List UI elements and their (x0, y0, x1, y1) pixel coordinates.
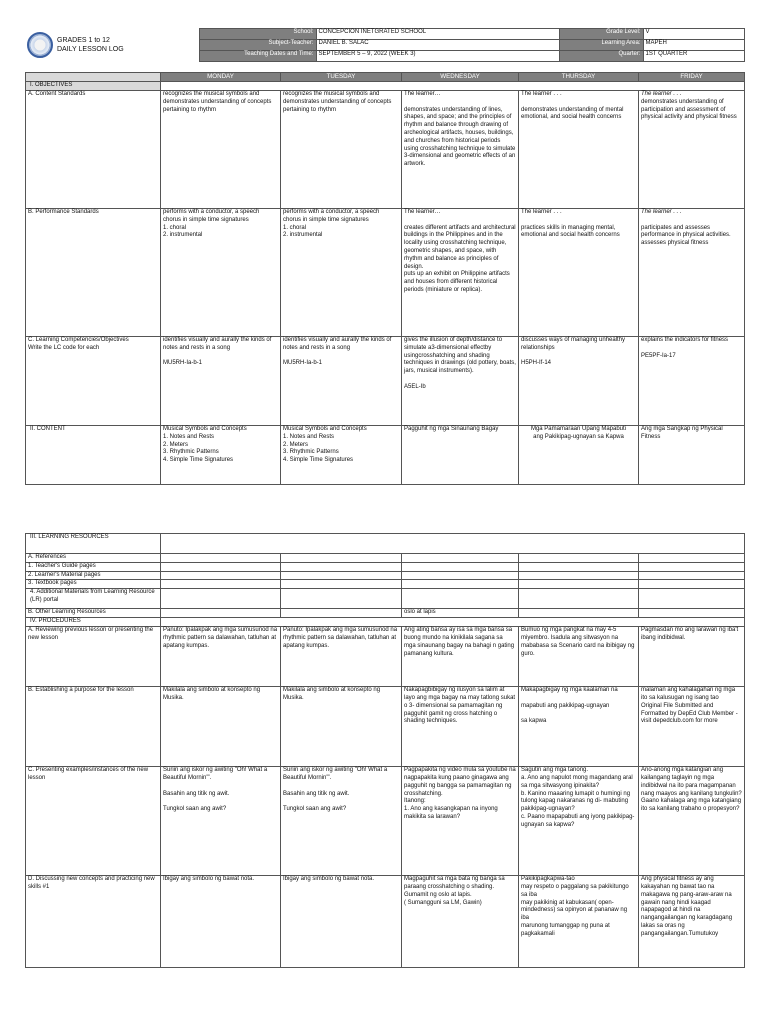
resources-block (25, 533, 744, 968)
cell-friday (639, 571, 745, 580)
cell-tuesday: Musical Symbols and Concepts 1. Notes and Rests 2. Meters 3. Rhythmic Patterns 4. Simple Time Signatures (281, 426, 402, 485)
cell-monday (161, 589, 281, 609)
cell-wednesday: Pagpapakita ng video mula sa youtube na nagpapakita kung paano ginagawa ang pagguhit ng bangga sa pamamagitan ng crosshatching. Itanong: 1. Ano ang kasangkapan na inyong makikita sa larawan? (402, 767, 519, 876)
cell-friday: malaman ang kahalagahan ng mga ito sa kalusugan ng isang tao Original File Submitted and Formatted by DepEd Club Member - visit depedclub.com for more (639, 687, 745, 767)
cell-tuesday: Suriin ang iskor ng awiting "Oh! What a Beautiful Mornin'". Basahin ang titik ng awit. Tungkol saan ang awit? (281, 767, 402, 876)
cell-thursday: Bumuo ng mga pangkat na may 4-5 miyembro. Isadula ang sitwasyon na mababasa sa Scenario card na ibibigay ng guro. (519, 627, 639, 687)
days-corner-cell (26, 73, 161, 82)
cell-tuesday: Makilala ang simbolo at konsepto ng Musika. (281, 687, 402, 767)
grade-level-value: V (643, 29, 744, 40)
cell-thursday (519, 589, 639, 609)
cell-monday (161, 609, 281, 618)
cell-tuesday (281, 562, 402, 571)
deped-seal-icon (27, 32, 53, 58)
cell-thursday (519, 571, 639, 580)
day-header-monday: MONDAY (161, 73, 281, 82)
cell-wednesday: Nakapagbibigay ng ilusyon sa lalim at layo ang mga bagay na may tatlong sukat o 3- dimensional sa pamamagitan ng pagguhit gamit ng cross hatching o shading techniques. (402, 687, 519, 767)
cell-monday: recognizes the musical symbols and demonstrates understanding of concepts pertaining to rhythm (161, 91, 281, 209)
cell-thursday: Sagutin ang mga tanong. a. Ano ang napulot mong magandang aral sa mga sitwasyong ipinakita? b. Kanino maaaring lumapit o humingi ng tulong kapag nakaranas ng di- mabuting pakikipag-ugnayan? c. Paano mapapabuti ang iyong pakikipag-ugnayan sa kapwa? (519, 767, 639, 876)
cell-wednesday: gives the illusion of depth/distance to simulate a3-dimensional effectby usingcrosshatching and shading techniques in drawings (old pottery, boats, jars, musical instruments). A5EL-Ib (402, 337, 519, 426)
row-label: B. Establishing a purpose for the lesson (26, 687, 161, 767)
cell-friday: Pagmasdan mo ang larawan ng iba't ibang indibidwal. (639, 627, 745, 687)
cell-friday: The learner . . . demonstrates understanding of participation and assessment of physical activity and physical fitness (639, 91, 745, 209)
teaching-dates-label: Teaching Dates and Time: (199, 51, 316, 62)
cell-monday (161, 571, 281, 580)
day-header-friday: FRIDAY (639, 73, 745, 82)
cell-tuesday (281, 589, 402, 609)
resource-row (26, 609, 745, 618)
resource-row (26, 562, 745, 571)
row-label: D. Discussing new concepts and practicing new skills #1 (26, 876, 161, 968)
objectives-block (25, 72, 744, 485)
learning-area-label: Learning Area: (559, 40, 643, 51)
cell-tuesday: identifies visually and aurally the kinds of notes and rests in a song MU5RH-Ia-b-1 (281, 337, 402, 426)
learning-resources-heading: III. LEARNING RESOURCES (26, 534, 161, 554)
cell-wednesday (402, 571, 519, 580)
cell-monday: Makilala ang simbolo at konsepto ng Musika. (161, 687, 281, 767)
cell-thursday: discusses ways of managing unhealthy relationships H5PH-If-14 (519, 337, 639, 426)
cell-friday (639, 580, 745, 589)
quarter-value: 1ST QUARTER (643, 51, 744, 62)
row-label: 3. Textbook pages (26, 580, 161, 589)
quarter-label: Quarter: (559, 51, 643, 62)
resource-row (26, 554, 745, 563)
row-label: B. Performance Standards (26, 209, 161, 337)
cell-wednesday: The learner… creates different artifacts and architectural buildings in the Philippines and in the locality using crosshatching technique, geometric shapes, and space, with rhythm and balance as principles of design. puts up an exhibit on Philippine artifacts and houses from different historical periods (miniature or replica). (402, 209, 519, 337)
cell-monday: performs with a conductor, a speech chorus in simple time signatures 1. choral 2. instrumental (161, 209, 281, 337)
procedure-row-purpose (26, 687, 745, 767)
cell-thursday (519, 609, 639, 618)
doc-title-line2: DAILY LESSON LOG (57, 46, 124, 53)
cell-thursday: Mga Pamamaraan Upang Mapabuti ang Pakikipag-ugnayan sa Kapwa (519, 426, 639, 485)
objectives-table (25, 72, 745, 485)
procedures-heading: IV. PROCEDURES (26, 618, 161, 627)
cell-monday: Ibigay ang simbolo ng bawat nota. (161, 876, 281, 968)
doc-title-line1: GRADES 1 to 12 (57, 36, 110, 44)
cell-thursday: The learner . . . practices skills in managing mental, emotional and social health concerns (519, 209, 639, 337)
learning-area-value: MAPEH (643, 40, 744, 51)
cell-monday (161, 554, 281, 563)
row-label: A. Reviewing previous lesson or presenting the new lesson (26, 627, 161, 687)
cell-friday: Ano-anong mga katangian ang kailangang taglayin ng mga indibidwal na ito para magampanan nang maayos ang kanilang tungkulin? Gaano kahalaga ang mga katangiang ito sa kanilang trabaho o propesyon? (639, 767, 745, 876)
day-header-wednesday: WEDNESDAY (402, 73, 519, 82)
row-label: C. Learning Competencies/Objectives Write the LC code for each (26, 337, 161, 426)
cell-thursday: Makapagbigay ng mga kaalaman na mapabuti ang pakikipag-ugnayan sa kapwa (519, 687, 639, 767)
resources-procedures-table (25, 533, 745, 968)
cell-monday (161, 562, 281, 571)
resource-row (26, 571, 745, 580)
row-label: 4. Additional Materials from Learning Resource (LR) portal (26, 589, 161, 609)
subject-teacher-value: DANIEL B. SALAC (316, 40, 559, 51)
row-label: A. References (26, 554, 161, 563)
cell-wednesday: Magpaguhit sa mga bata ng banga sa paraang crosshatching o shading. Gumamit ng oslo at lapis. ( Sumangguni sa LM, Gawin) (402, 876, 519, 968)
cell-tuesday: Panuto: Ipalakpak ang mga sumusunod na rhythmic pattern sa dalawahan, tatluhan at apatang kumpas. (281, 627, 402, 687)
cell-friday (639, 562, 745, 571)
row-label: 2. Learner's Material pages (26, 571, 161, 580)
row-label: B. Other Learning Resources (26, 609, 161, 618)
cell-wednesday (402, 562, 519, 571)
cell-tuesday (281, 609, 402, 618)
cell-friday: The learner . . . participates and assesses performance in physical activities. assesses physical fitness (639, 209, 745, 337)
content-row (26, 426, 745, 485)
header-table (25, 28, 745, 62)
cell-friday (639, 609, 745, 618)
row-label: 1. Teacher's Guide pages (26, 562, 161, 571)
header-logo-cell (25, 29, 199, 62)
cell-tuesday (281, 554, 402, 563)
cell-friday: Ang mga Sangkap ng Physical Fitness (639, 426, 745, 485)
cell-wednesday: Pagguhit ng mga Sinaunang Bagay (402, 426, 519, 485)
day-header-tuesday: TUESDAY (281, 73, 402, 82)
cell-monday: identifies visually and aurally the kinds of notes and rests in a song MU5RH-Ia-b-1 (161, 337, 281, 426)
cell-thursday (519, 580, 639, 589)
cell-thursday (519, 554, 639, 563)
cell-thursday: The learner . . . demonstrates understanding of mental emotional, and social health concerns (519, 91, 639, 209)
row-label: A. Content Standards (26, 91, 161, 209)
cell-wednesday: Ang ating bansa ay isa sa mga bansa sa buong mundo na kinikilala sagana sa mga sinaunang bagay na bahagi n gating pamanang kultura. (402, 627, 519, 687)
day-header-thursday: THURSDAY (519, 73, 639, 82)
cell-wednesday (402, 554, 519, 563)
objectives-heading-fill (161, 82, 745, 91)
procedure-row-discussing (26, 876, 745, 968)
cell-wednesday (402, 580, 519, 589)
cell-tuesday: performs with a conductor, a speech chorus in simple time signatures 1. choral 2. instrumental (281, 209, 402, 337)
cell-tuesday (281, 571, 402, 580)
objectives-heading: I. OBJECTIVES (26, 82, 161, 91)
cell-tuesday (281, 580, 402, 589)
header-block (25, 28, 744, 62)
cell-monday (161, 580, 281, 589)
cell-monday: Panuto: Ipalakpak ang mga sumusunod na rhythmic pattern sa dalawahan, tatluhan at apatang kumpas. (161, 627, 281, 687)
content-standards-row (26, 91, 745, 209)
cell-monday: Suriin ang iskor ng awiting "Oh! What a Beautiful Mornin'". Basahin ang titik ng awit. Tungkol saan ang awit? (161, 767, 281, 876)
procedures-heading-fill (161, 618, 745, 627)
cell-wednesday (402, 589, 519, 609)
cell-wednesday: oslo at lapis (402, 609, 519, 618)
cell-wednesday: The learner… demonstrates understanding of lines, shapes, and space; and the principles of rhythm and balance through drawing of archeological artifacts, houses, buildings, and churches from historical periods using crosshatching technique to simulate 3-dimensional and geometric effects of an artwork. (402, 91, 519, 209)
row-label: II. CONTENT (26, 426, 161, 485)
cell-friday: Ang physical fitness ay ang kakayahan ng bawat tao na makagawa ng pang-araw-araw na gawain nang hindi kaagad napapagod at hindi na nangangailangan ng karagdagang lakas sa oras ng pangangailangan.Tumutukoy (639, 876, 745, 968)
cell-friday (639, 589, 745, 609)
procedure-row-examples (26, 767, 745, 876)
performance-standards-row (26, 209, 745, 337)
cell-thursday (519, 562, 639, 571)
learning-competencies-row (26, 337, 745, 426)
cell-monday: Musical Symbols and Concepts 1. Notes and Rests 2. Meters 3. Rhythmic Patterns 4. Simple Time Signatures (161, 426, 281, 485)
row-label: C. Presenting examples/instances of the new lesson (26, 767, 161, 876)
school-value: CONCEPCION INETGRATED SCHOOL (316, 29, 559, 40)
cell-tuesday: Ibigay ang simbolo ng bawat nota. (281, 876, 402, 968)
resource-row (26, 580, 745, 589)
resource-row (26, 589, 745, 609)
cell-tuesday: recognizes the musical symbols and demonstrates understanding of concepts pertaining to rhythm (281, 91, 402, 209)
cell-friday (639, 554, 745, 563)
subject-teacher-label: Subject-Teacher: (199, 40, 316, 51)
cell-friday: explains the indicators for fitness PE5PF-Ia-17 (639, 337, 745, 426)
learning-resources-heading-fill (161, 534, 745, 554)
grade-level-label: Grade Level: (559, 29, 643, 40)
cell-thursday: Pakikipagkapwa-tao may respeto o paggalang sa pakikitungo sa iba may pakikinig at kabukasan( open-mindedness) sa opinyon at pananaw ng iba marunong tumanggap ng puna at pagkakamali (519, 876, 639, 968)
teaching-dates-value: SEPTEMBER 5 – 9, 2022 (WEEK 3) (316, 51, 559, 62)
procedure-row-review (26, 627, 745, 687)
school-label: School: (199, 29, 316, 40)
